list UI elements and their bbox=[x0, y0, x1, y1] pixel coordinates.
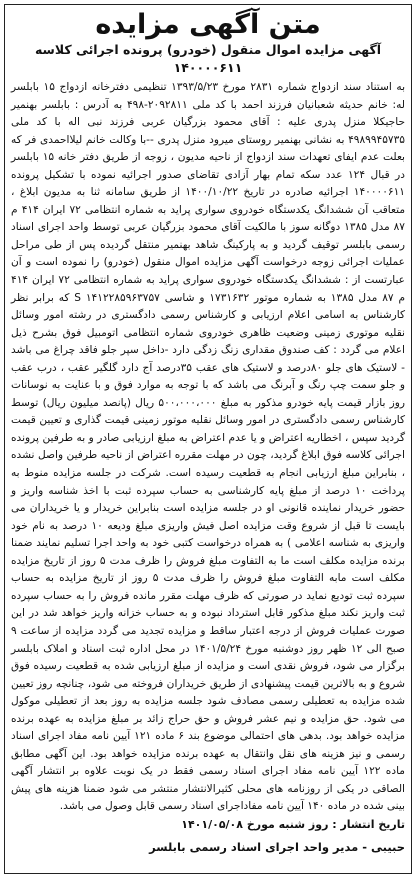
notice-document bbox=[4, 4, 412, 874]
signature-line: حبیبی - مدیر واحد اجرای اسناد رسمی بابلسر bbox=[149, 839, 405, 854]
publish-date: تاریخ انتشار : روز شنبه مورخ ۱۴۰۱/۰۵/۰۸ bbox=[181, 817, 405, 831]
notice-subtitle: آگهی مزایده اموال منقول (خودرو) پرونده اجرائی کلاسه ۱۴۰۰۰۰۶۱۱ bbox=[34, 42, 382, 75]
notice-title: متن آگهی مزایده bbox=[95, 9, 321, 40]
notice-body: به استناد سند ازدواج شماره ۲۸۳۱ مورخ ۱۳۹۳/۵/۲۳ تنظیمی دفترخانه ازدواج ۱۵ بابلسر له: خانم حدیثه شعبانیان فرزند احمد با کد ملی ۲۰۹۲۸۱۱-۴۹۸ به آدرس : بابلسر بهنمیر حاجیکلا منزل پدری علیه : آقای محمود بزرگیان عربی فرزند نبی اله با کد ملی ۴۹۸۹۹۴۵۷۳۵ به نشانی بهنمیر روستای میرود منزل پدری --با وکالت خانم لیلااحمدی فر که بعلت عدم ایفای تعهدات سند ازدواج از ناحیه مدیون ، زوجه از طریق دفتر خانه ۱۵ بابلسر در قبال ۱۲۴ عدد سکه تمام بهار آزادی تقاضای صدور اجرائیه نموده با تشکیل پرونده ۱۴۰۰۰۰۶۱۱ اجرائیه صادره در تاریخ ۱۴۰۰/۱۰/۲۲ از طریق سامانه ثنا به مدیون ابلاغ ، متعاقب آن ششدانگ یکدستگاه خودروی سواری پراید به شماره انتظامی ۷۲ ایران ۴۱۴ م ۸۷ مدل ۱۳۸۵ دوگانه سوز با مالکیت آقای محمود بزرگیان عربی توسط واحد اجرای اسناد رسمی بابلسر توقیف گردید و به پارکینگ شاهد بهنمیر منتقل گردیده پس از طی مراحل عملیات اجرائی زوجه درخواست آگهی مزایده اموال منقول (خودرو) را نموده است و آن عبارتست از : ششدانگ یکدستگاه خودروی سواری پراید به شماره انتظامی ۷۲ ایران ۴۱۴ م ۸۷ مدل ۱۳۸۵ به شماره موتور ۱۷۳۱۶۳۲ و شاسی S ۱۴۱۲۲۸۵۹۶۳۷۵۷ که برابر نظر کارشناس به اسامی اعلام ارزیابی و کارشناس رسمی دادگستری در رشته امور وسائل نقلیه موتوری زمینی وضعیت ظاهری خودروی شماره انتظامی اتومبیل فوق بشرح ذیل اعلام می گردد : کف صندوق مقداری زنگ زدگی دارد -داخل سپر جلو فاقد چراغ می باشد - لاستیک های جلو ۸۰درصد و لاستیک های عقب ۳۵درصد آج دارد گلگیر عقب ، درب عقب و جلو سمت چپ رنگ و آبرنگ می باشد که با توجه به موارد فوق و با عنایت به نوسانات روز بازار قیمت پایه خودرو مذکور به مبلغ ۵۰۰،۰۰۰،۰۰۰ ریال (پانصد میلیون ریال) توسط کارشناس رسمی دادگستری در امور وسائل نقلیه موتور زمینی قیمت گذاری و تعیین قیمت گردید سپس ، اخطاریه اعتراض و یا عدم اعتراض به مبلغ ارزیابی صادر و به طرفین پرونده اجرائی کلاسه فوق ابلاغ گردید، چون در مهلت مقرره اعتراض از ناحیه طرفین واصل نشده ، بنابراین مبلغ ارزیابی انجام به قطعیت رسیده است. شرکت در جلسه مزایده منوط به پرداخت ۱۰ درصد از مبلغ پایه کارشناسی به حساب سپرده ثبت با اخذ شناسه واریز و حضور خریدار نماینده قانونی او در جلسه مزایده است بنابراین خریدار و یا خریداران می بایست تا قبل از شروع وقت مزایده اصل فیش واریزی مبلغ ودیعه ۱۰ درصد به نام خود واریزی به شناسه اعلامی ) به همراه درخواست کتبی خود به واحد اجرا تسلیم نمایند ضمنا برنده مزایده مکلف است ما به التفاوت مبلغ فروش را ظرف مدت ۵ روز از تاریخ مزایده مکلف است مابه التفاوت مبلغ فروش را ظرف مدت ۵ روز از تاریخ مزایده به حساب سپرده ثبت تودیع نماید در صورتی که ظرف مهلت مقرر مانده فروش را به حساب سپرده ثبت واریز نکند مبلغ مذکور قابل استرداد نبوده و به حساب خزانه واریز خواهد شد در این صورت عملیات فروش از درجه اعتبار ساقط و مزایده تجدید می گردد مزایده از ساعت ۹ صبح الی ۱۲ ظهر روز دوشنبه مورخ ۱۴۰۱/۵/۲۴ در محل اداره ثبت اسناد و املاک بابلسر برگزار می شود، فروش نقدی است و مزایده از مبلغ ارزیابی شده به قطعیت رسیده فوق شروع و به بالاترین قیمت پیشنهادی از طریق خریداران فروخته می شود، چنانچه روز تعیین شده مزایده به تعطیلی رسمی مصادف شود جلسه مزایده به روز بعد از تعطیلی موکول می شود. حق مزایده و نیم عشر فروش و حق حراج زائد بر مبلغ مزایده به عهده برنده مزایده خواهد بود. بدهی های احتمالی موضوع بند ۶ ماده ۱۲۱ آیین نامه مفاد اجرای اسناد رسمی و نیز هزینه های نقل وانتقال به عهده برنده مزایده خواهد بود. این آگهی مطابق ماده ۱۲۲ آیین نامه مفاد اجرای اسناد رسمی فقط در یک نوبت علاوه بر انتشار آگهی الصاقی در یکی از روزنامه های محلی کثیرالانتشار منتشر می شود ضمنا هزینه های پیش بینی شده در ماده ۱۴۰ آیین نامه مفاداجرای اسناد رسمی قابل وصول می باشد. bbox=[11, 81, 406, 813]
